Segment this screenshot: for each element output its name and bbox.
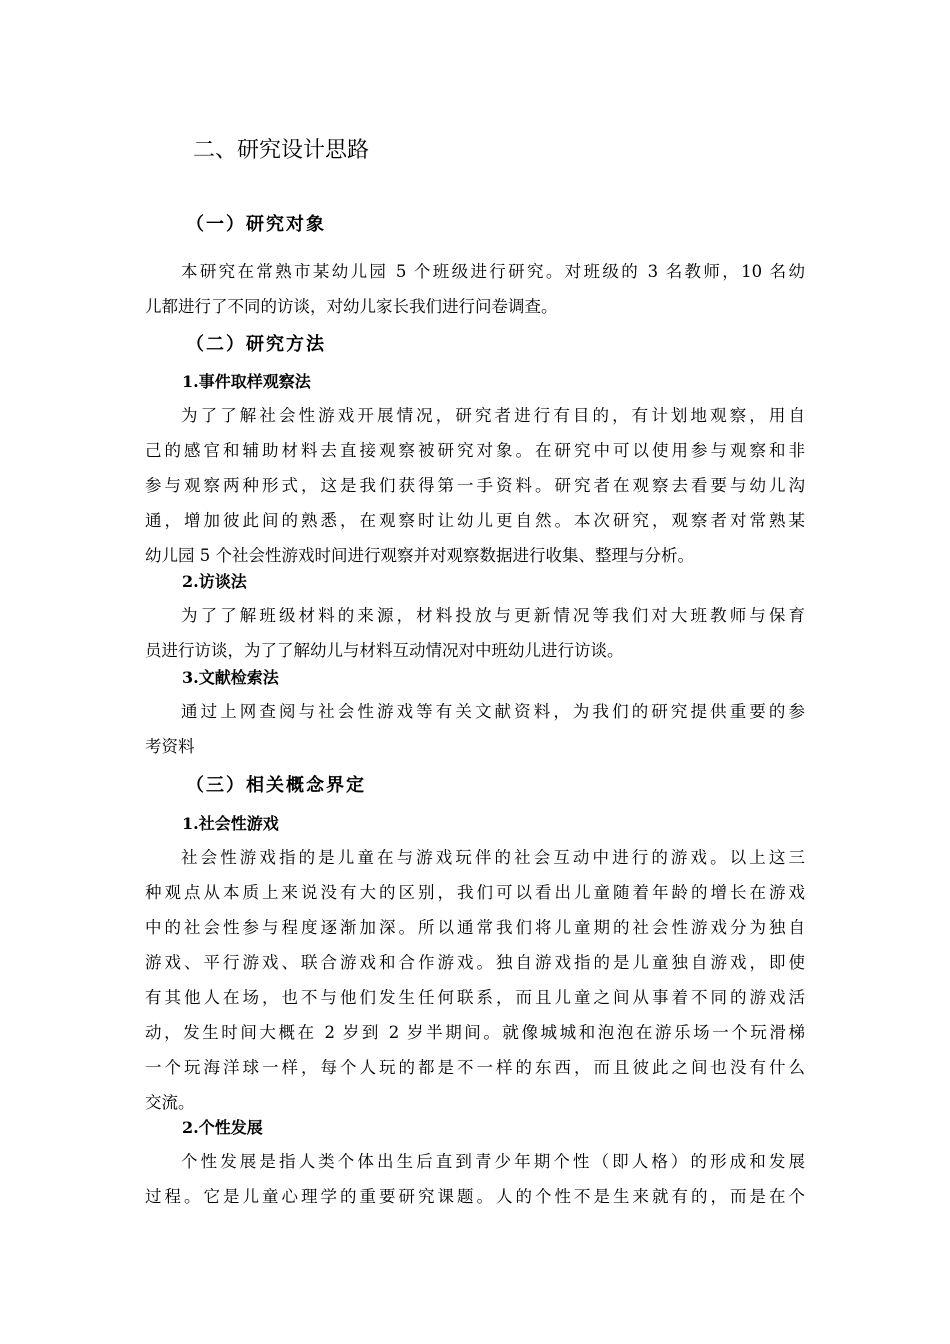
- subheading-personality-development: 2.个性发展: [182, 1118, 263, 1137]
- subheading-event-sampling: 1.事件取样观察法: [182, 372, 311, 391]
- paragraph-line: 一个玩海洋球一样，每个人玩的都是不一样的东西，而且彼此之间也没有什么: [145, 1058, 805, 1077]
- paragraph-line: 社会性游戏指的是儿童在与游戏玩伴的社会互动中进行的游戏。以上这三: [181, 848, 805, 867]
- section-heading-research-subjects: （一）研究对象: [186, 214, 326, 235]
- paragraph-line: 考资料: [145, 737, 195, 756]
- section-heading-concept-definition: （三）相关概念界定: [186, 775, 366, 796]
- paragraph-line: 为了了解班级材料的来源，材料投放与更新情况等我们对大班教师与保育: [181, 606, 805, 625]
- paragraph-line: 儿都进行了不同的访谈，对幼儿家长我们进行问卷调查。: [145, 297, 558, 316]
- paragraph-line: 通，增加彼此间的熟悉，在观察时让幼儿更自然。本次研究，观察者对常熟某: [145, 511, 805, 530]
- paragraph-line: 员进行访谈，为了了解幼儿与材料互动情况对中班幼儿进行访谈。: [145, 641, 624, 660]
- paragraph-line: 游戏、平行游戏、联合游戏和合作游戏。独自游戏指的是儿童独自游戏，即使: [145, 953, 805, 972]
- paragraph-personality-development: [145, 1144, 805, 1214]
- subheading-social-play: 1.社会性游戏: [182, 814, 279, 833]
- paragraph-line: 有其他人在场，也不与他们发生任何联系，而且儿童之间从事着不同的游戏活: [145, 988, 805, 1007]
- paragraph-line: 动，发生时间大概在 2 岁到 2 岁半期间。就像城城和泡泡在游乐场一个玩滑梯: [145, 1023, 805, 1042]
- paragraph-research-subjects: [145, 254, 805, 324]
- paragraph-line: 种观点从本质上来说没有大的区别，我们可以看出儿童随着年龄的增长在游戏: [145, 883, 805, 902]
- paragraph-line: 交流。: [145, 1093, 195, 1112]
- paragraph-social-play: [145, 840, 805, 1120]
- paragraph-line: 参与观察两种形式，这是我们获得第一手资料。研究者在观察去看要与幼儿沟: [145, 476, 805, 495]
- paragraph-line: 通过上网查阅与社会性游戏等有关文献资料，为我们的研究提供重要的参: [181, 702, 805, 721]
- section-heading-research-methods: （二）研究方法: [186, 334, 326, 355]
- paragraph-literature-review: [145, 694, 805, 764]
- paragraph-line: 己的感官和辅助材料去直接观察被研究对象。在研究中可以使用参与观察和非: [145, 441, 805, 460]
- chapter-heading: 二、研究设计思路: [193, 138, 370, 163]
- paragraph-line: 幼儿园 5 个社会性游戏时间进行观察并对观察数据进行收集、整理与分析。: [145, 546, 694, 565]
- paragraph-event-sampling: [145, 398, 805, 573]
- paragraph-line: 为了了解社会性游戏开展情况，研究者进行有目的，有计划地观察，用自: [181, 406, 805, 425]
- paragraph-line: 过程。它是儿童心理学的重要研究课题。人的个性不是生来就有的，而是在个: [145, 1187, 805, 1206]
- subheading-literature-review: 3.文献检索法: [182, 668, 279, 687]
- paragraph-line: 本研究在常熟市某幼儿园 5 个班级进行研究。对班级的 3 名教师，10 名幼: [181, 262, 805, 281]
- subheading-interview: 2.访谈法: [182, 572, 247, 591]
- paragraph-line: 个性发展是指人类个体出生后直到青少年期个性（即人格）的形成和发展: [181, 1152, 805, 1171]
- paragraph-line: 中的社会性参与程度逐渐加深。所以通常我们将儿童期的社会性游戏分为独自: [145, 918, 805, 937]
- paragraph-interview: [145, 598, 805, 668]
